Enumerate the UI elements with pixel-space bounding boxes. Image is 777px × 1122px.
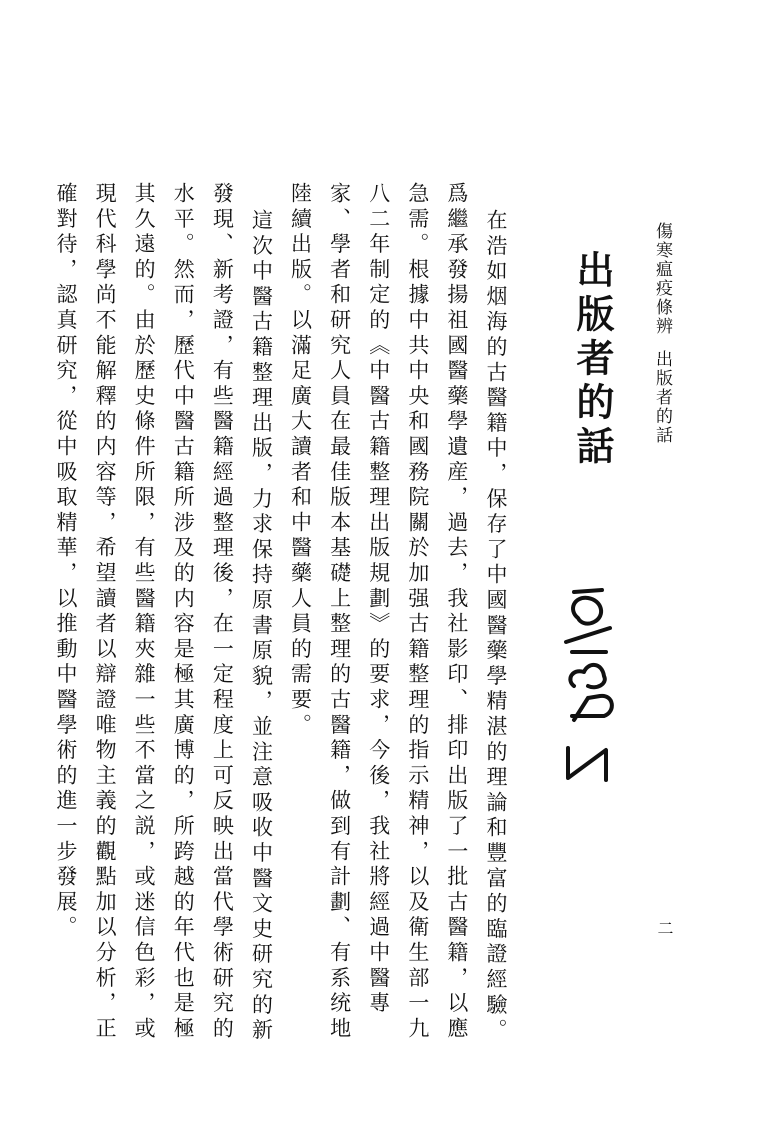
paragraph-1: 在浩如烟海的古醫籍中，保存了中國醫藥學精湛的理論和豐富的臨證經驗。爲繼承發揚祖國醫藥學遺産，過去，我社影印、排印出版了一批古醫籍，以應急需。根據中共中央和國務院關於加强古籍整理的指示精神，以及衛生部一九八二年制定的《中醫古籍整理出版規劃》的要求，今後，我社將經過中醫專家、學者和研究人員在最佳版本基礎上整理的古醫籍，做到有計劃、有系统地陸續出版。以滿足廣大讀者和中醫藥人員的需要。 xyxy=(288,182,508,1045)
running-header-section: 出版者的話 xyxy=(652,350,672,445)
running-header-book-title: 傷寒瘟疫條辨 xyxy=(652,222,672,336)
chapter-title: 出版者的話 xyxy=(570,250,615,470)
body-text xyxy=(46,182,515,1062)
page-number: 二 xyxy=(655,920,674,936)
handwritten-annotation xyxy=(548,588,626,788)
paragraph-2: 這次中醫古籍整理出版，力求保持原書原貌，並注意吸收中醫文史研究的新發現、新考證，有些醫籍經過整理後，在一定程度上可反映出當代學術研究的水平。然而，歷代中醫古籍所涉及的内容是極其廣博的，所跨越的年代也是極其久遠的。由於歷史條件所限，有些醫籍夾雜一些不當之説，或迷信色彩，或現代科學尚不能解釋的内容等，希望讀者以辯證唯物主義的觀點加以分析，正確對待，認真研究，從中吸取精華，以推動中醫學術的進一步發展。 xyxy=(53,182,274,1045)
running-header xyxy=(650,222,674,445)
